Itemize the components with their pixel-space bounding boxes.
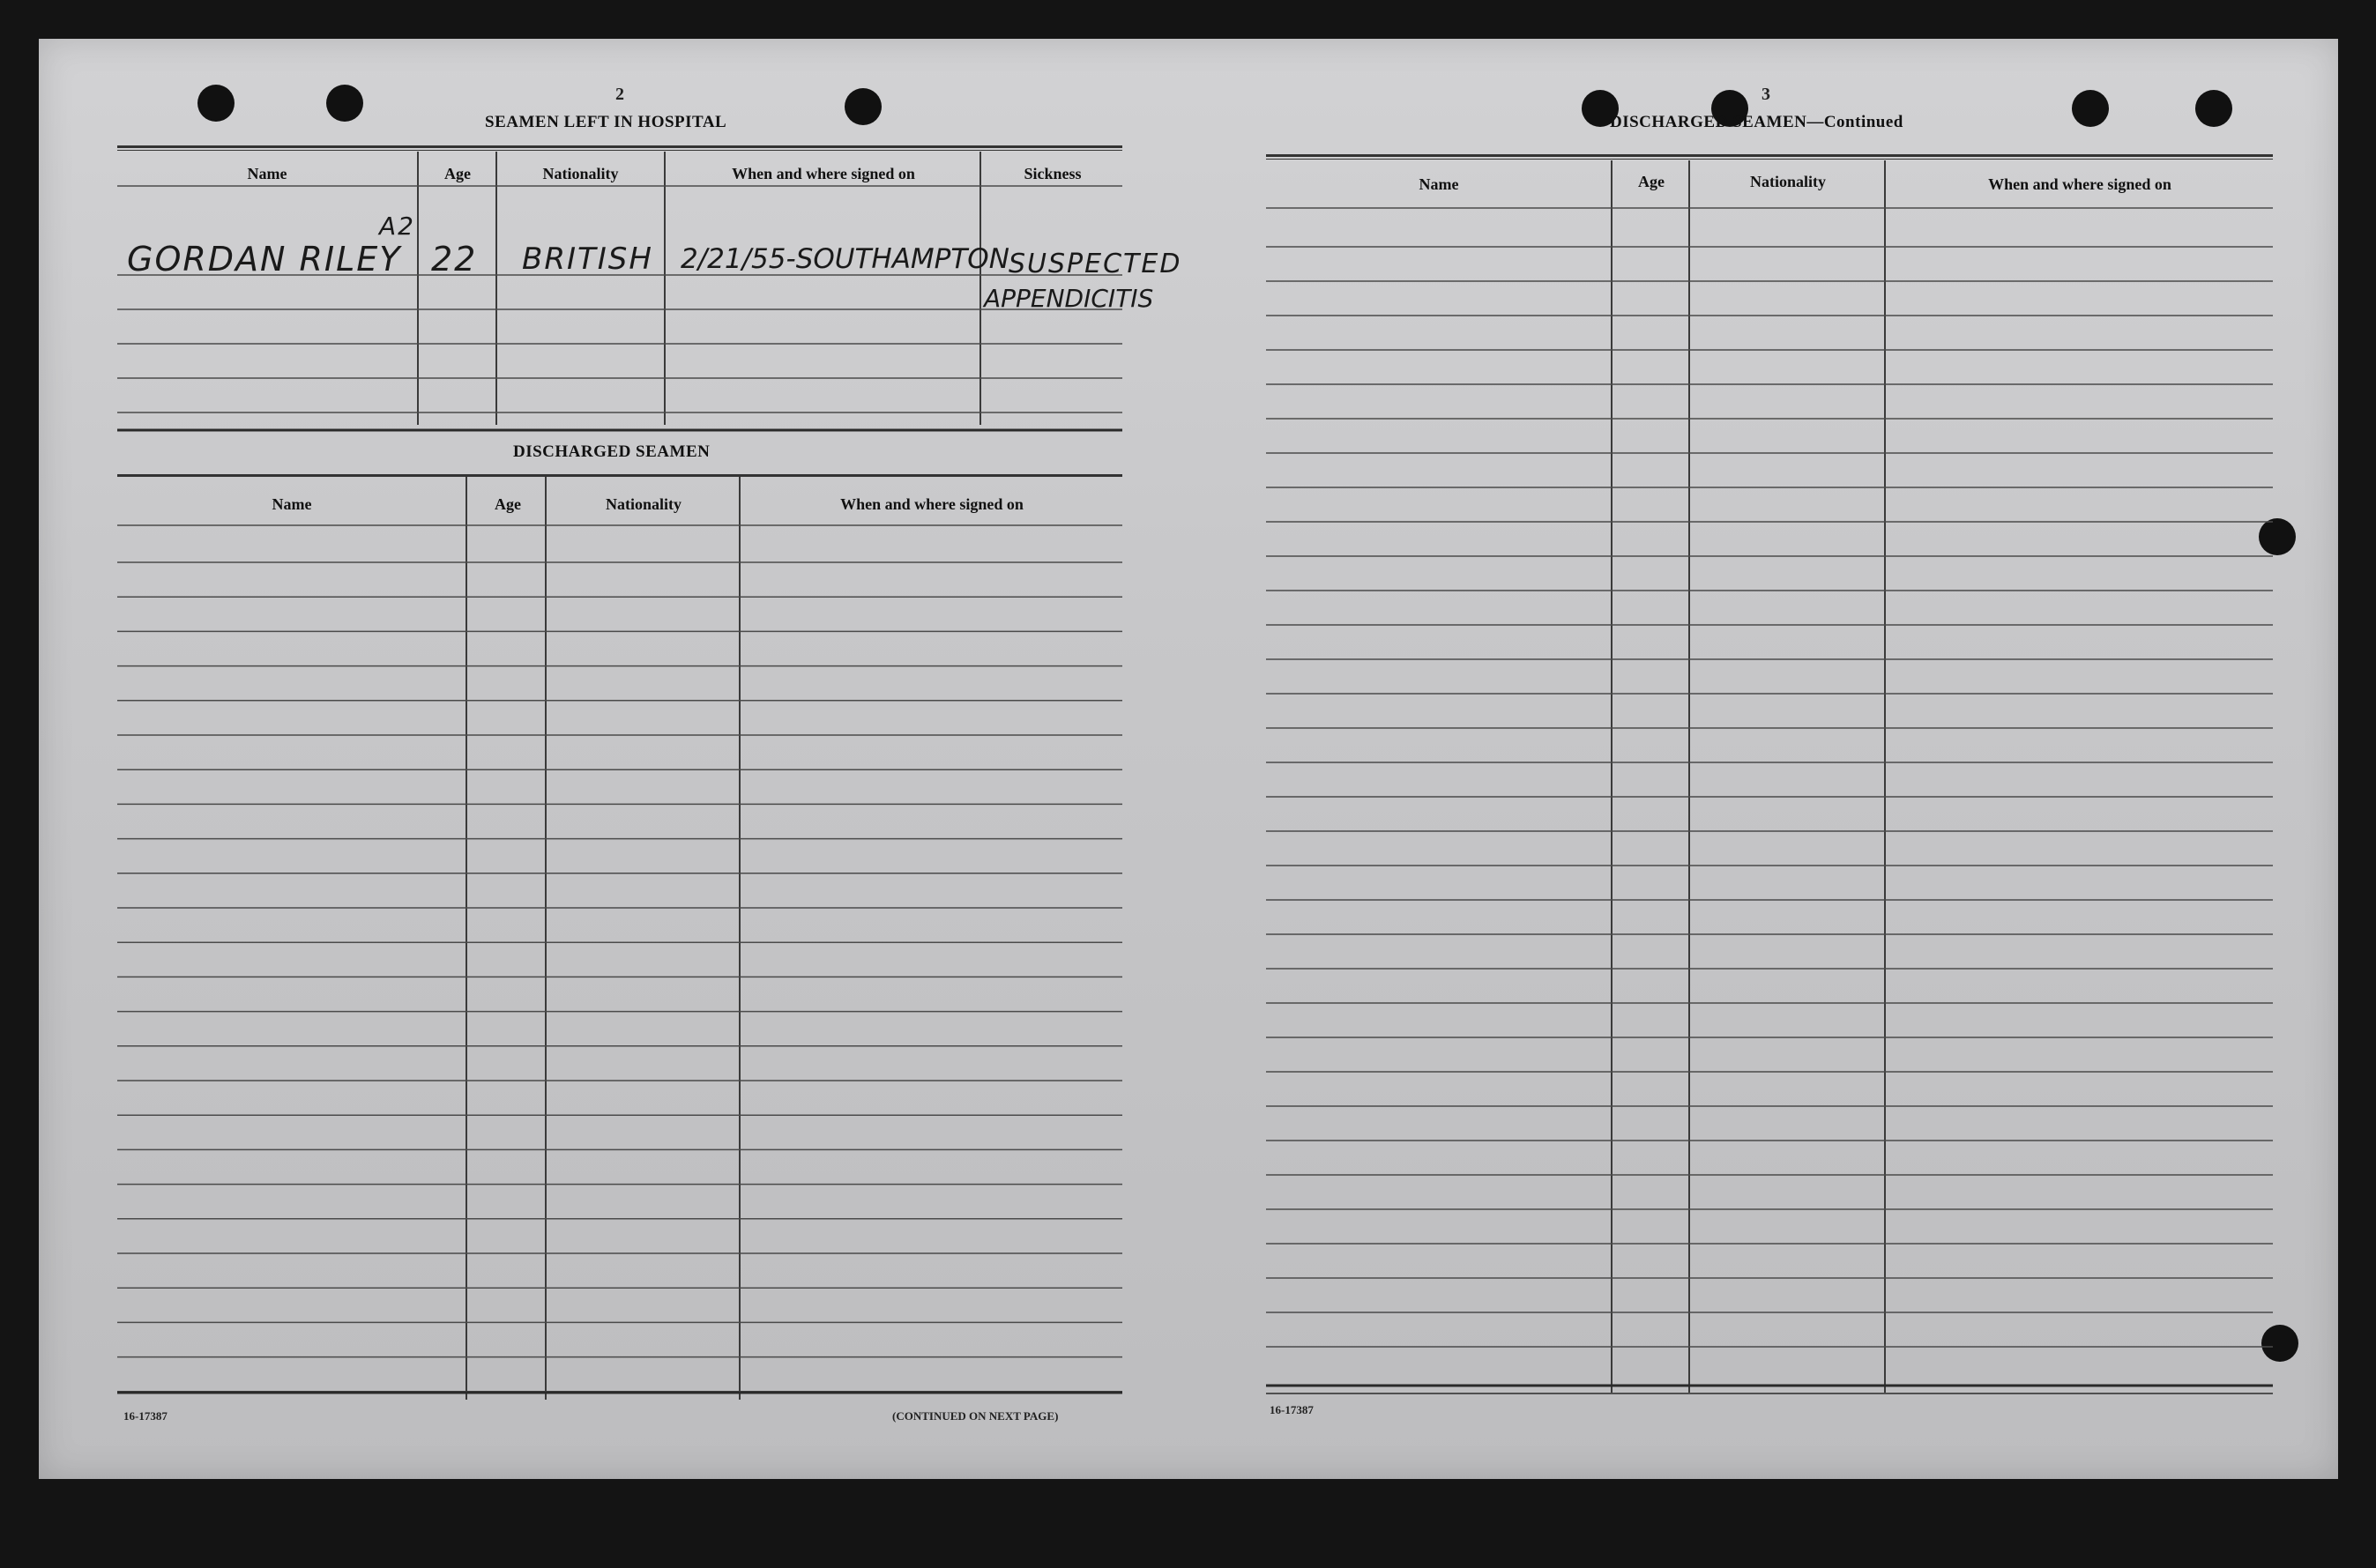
col-header-name: Name [1419, 175, 1459, 193]
entry-sickness-2: APPENDICITIS [984, 284, 1154, 313]
hospital-section-title: SEAMEN LEFT IN HOSPITAL [485, 113, 727, 131]
col-header-sickness: Sickness [1024, 165, 1082, 182]
col-header-age: Age [1638, 173, 1665, 190]
entry-signed-on: 2/21/55-SOUTHAMPTON [681, 243, 1009, 275]
entry-age: 22 [431, 240, 478, 279]
discharged-continued-title: DISCHARGED SEAMEN—Continued [1610, 113, 1903, 131]
form-number: 16-17387 [123, 1409, 168, 1423]
entry-sickness-1: SUSPECTED [1009, 249, 1182, 279]
discharged-section-title: DISCHARGED SEAMEN [513, 442, 711, 461]
page-number: 3 [1762, 85, 1770, 104]
col-header-nationality: Nationality [542, 165, 619, 182]
entry-name: GORDAN RILEY [127, 240, 402, 279]
col-header-name: Name [272, 495, 312, 513]
page-number: 2 [615, 85, 624, 104]
entry-mark: A2 [379, 212, 415, 241]
col-header-signed-on: When and where signed on [732, 165, 915, 182]
form-number: 16-17387 [1270, 1403, 1314, 1416]
col-header-signed-on: When and where signed on [840, 495, 1024, 513]
col-header-name: Name [247, 165, 287, 182]
entry-nationality: BRITISH [522, 242, 653, 277]
continued-note: (CONTINUED ON NEXT PAGE) [892, 1409, 1059, 1423]
col-header-nationality: Nationality [605, 495, 682, 513]
col-header-age: Age [444, 165, 471, 182]
col-header-nationality: Nationality [1749, 173, 1826, 190]
col-header-signed-on: When and where signed on [1988, 175, 2171, 193]
col-header-age: Age [495, 495, 521, 513]
right-table-grid [39, 39, 2338, 1479]
document-sheet [39, 39, 2338, 1479]
